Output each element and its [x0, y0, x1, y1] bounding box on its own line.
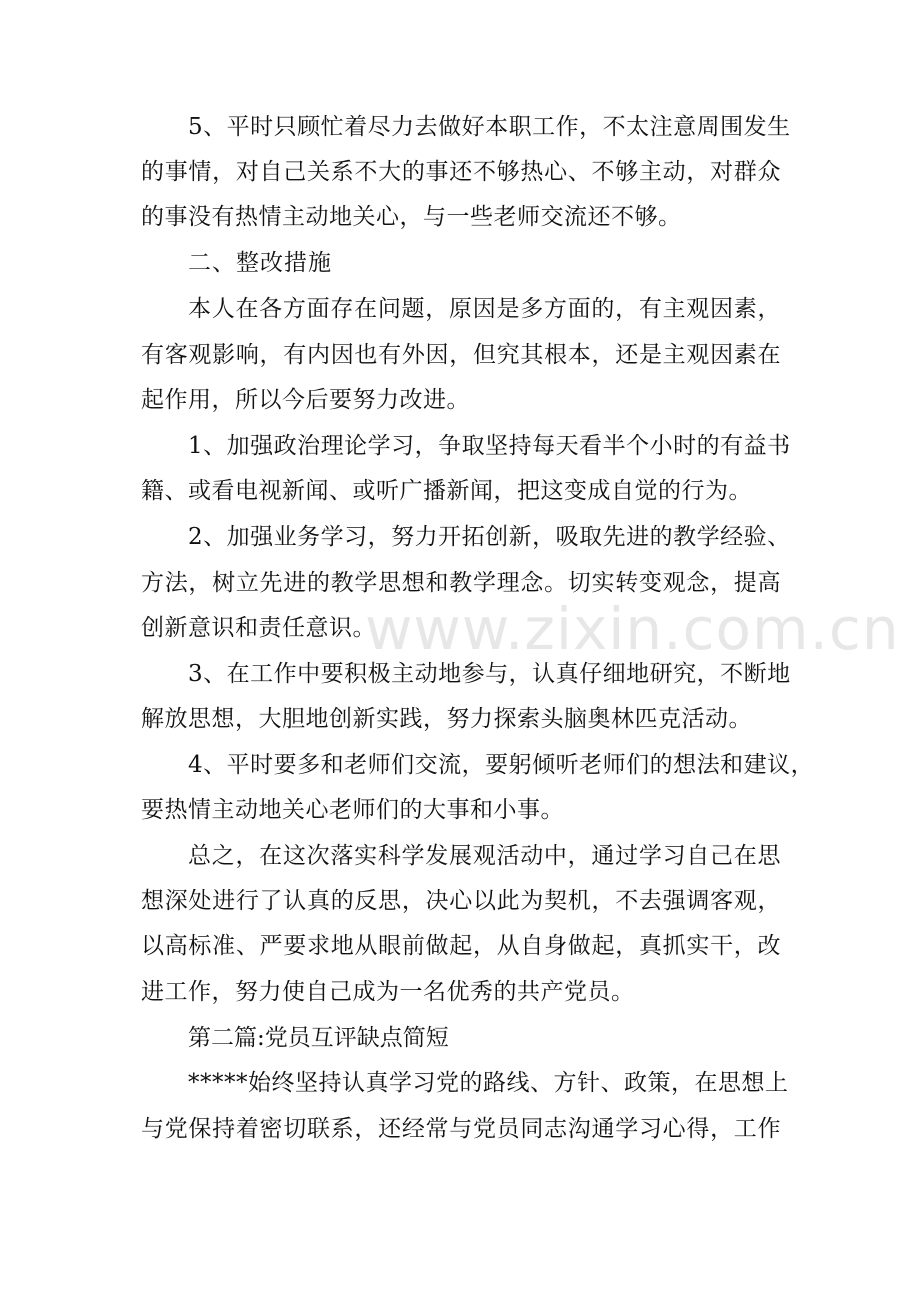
- intro-line-1: 本人在各方面存在问题，原因是多方面的，有主观因素，: [188, 296, 781, 322]
- part-two-line-1: *****始终坚持认真学习党的路线、方针、政策，在思想上: [188, 1070, 789, 1096]
- part-two-heading: 第二篇:党员互评缺点简短: [188, 1025, 449, 1051]
- watermark: www.zixin.com.cn: [365, 595, 900, 663]
- conclusion-line-3: 以高标准、严要求地从眼前做起，从自身做起，真抓实干，改: [141, 933, 781, 959]
- conclusion-line-4: 进工作，努力使自己成为一名优秀的共产党员。: [141, 979, 635, 1005]
- measure-1-line-2: 籍、或看电视新闻、或听广播新闻，把这变成自觉的行为。: [141, 478, 752, 504]
- measure-3-line-2: 解放思想，大胆地创新实践，努力探索头脑奥林匹克活动。: [141, 706, 752, 732]
- measure-1-line-1: 1、加强政治理论学习，争取坚持每天看半个小时的有益书: [188, 433, 791, 459]
- intro-line-2: 有客观影响，有内因也有外因，但究其根本，还是主观因素在: [141, 342, 781, 368]
- paragraph-5-line-2: 的事情，对自己关系不大的事还不够热心、不够主动，对群众: [141, 159, 781, 185]
- intro-line-3: 起作用，所以今后要努力改进。: [141, 387, 470, 413]
- measure-3-line-1: 3、在工作中要积极主动地参与，认真仔细地研究，不断地: [188, 661, 791, 687]
- conclusion-line-2: 想深处进行了认真的反思，决心以此为契机，不去强调客观，: [141, 888, 781, 914]
- section-heading: 二、整改措施: [188, 250, 332, 276]
- part-two-line-2: 与党保持着密切联系，还经常与党员同志沟通学习心得，工作: [141, 1116, 781, 1142]
- measure-4-line-1: 4、平时要多和老师们交流，要躬倾听老师们的想法和建议，: [188, 752, 815, 778]
- measure-2-line-1: 2、加强业务学习，努力开拓创新，吸取先进的教学经验、: [188, 524, 791, 550]
- measure-2-line-2: 方法，树立先进的教学思想和教学理念。切实转变观念，提高: [141, 570, 781, 596]
- measure-4-line-2: 要热情主动地关心老师们的大事和小事。: [141, 797, 564, 823]
- measure-2-line-3: 创新意识和责任意识。: [141, 615, 376, 641]
- conclusion-line-1: 总之，在这次落实科学发展观活动中，通过学习自己在思: [188, 843, 781, 869]
- paragraph-5-line-3: 的事没有热情主动地关心，与一些老师交流还不够。: [141, 204, 682, 230]
- paragraph-5-line-1: 5、平时只顾忙着尽力去做好本职工作，不太注意周围发生: [188, 114, 791, 140]
